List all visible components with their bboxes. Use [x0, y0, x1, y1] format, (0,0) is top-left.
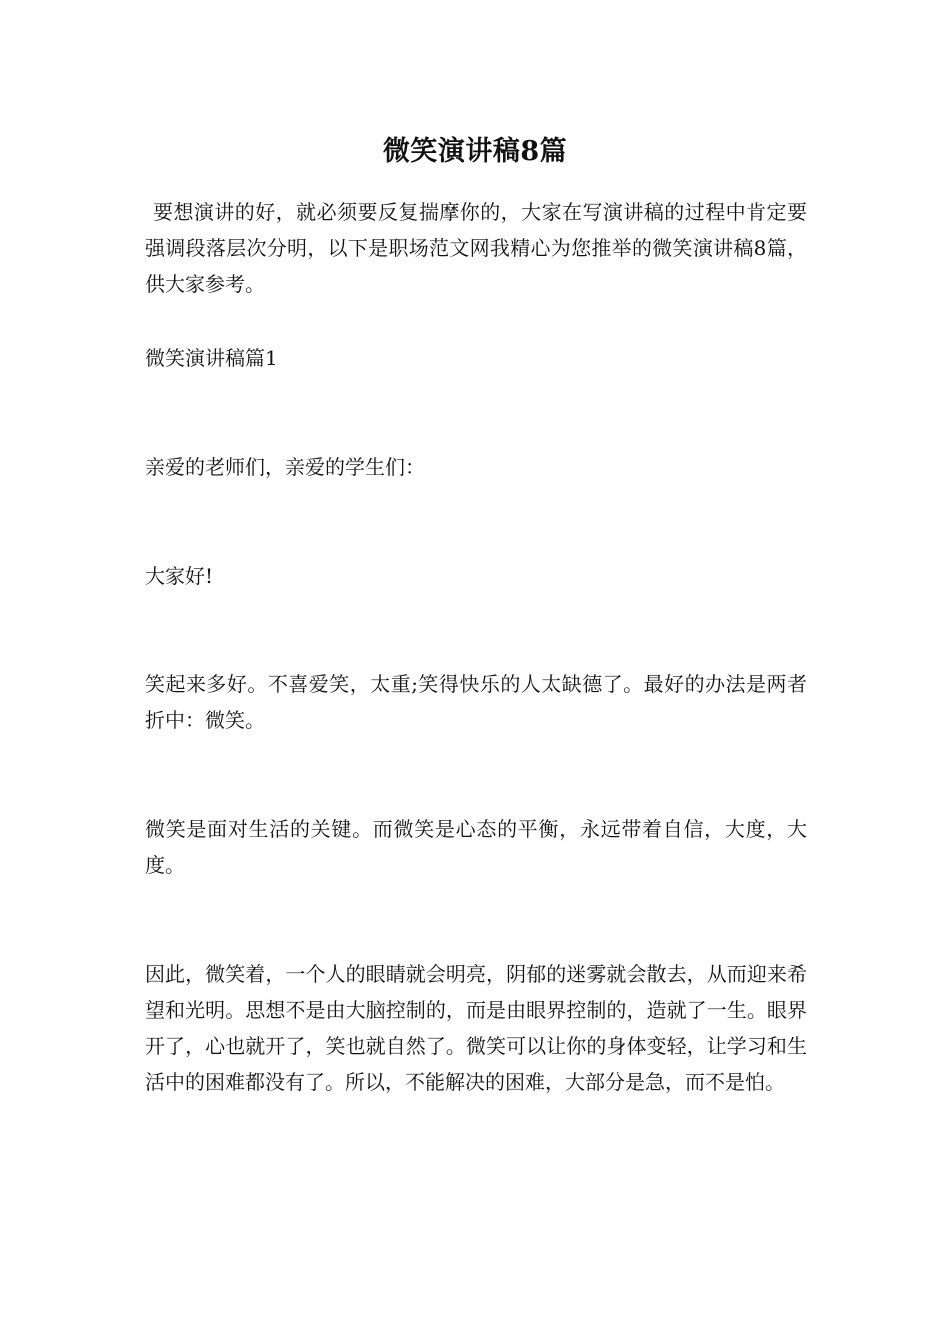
body-paragraph: 因此，微笑着，一个人的眼睛就会明亮，阴郁的迷雾就会散去，从而迎来希望和光明。思想不是由大脑控制的，而是由眼界控制的，造就了一生。眼界开了，心也就开了，笑也就自然了。微笑可以让你的身体变轻，让学习和生活中的困难都没有了。所以，不能解决的困难，大部分是急，而不是怕。: [145, 962, 807, 1094]
greeting-paragraph: 亲爱的老师们，亲爱的学生们：: [145, 455, 425, 479]
section-heading: 微笑演讲稿篇1: [145, 346, 278, 370]
body-paragraph: 笑起来多好。不喜爱笑，太重;笑得快乐的人太缺德了。最好的办法是两者折中：微笑。: [145, 672, 807, 732]
body-paragraph: 微笑是面对生活的关键。而微笑是心态的平衡，永远带着自信，大度，大度。: [145, 817, 807, 877]
hello-paragraph: 大家好!: [145, 564, 214, 588]
intro-paragraph: 要想演讲的好，就必须要反复揣摩你的，大家在写演讲稿的过程中肯定要强调段落层次分明，以下是职场范文网我精心为您推举的微笑演讲稿8篇，供大家参考。: [145, 200, 807, 296]
document-title: 微笑演讲稿8篇: [382, 136, 568, 167]
